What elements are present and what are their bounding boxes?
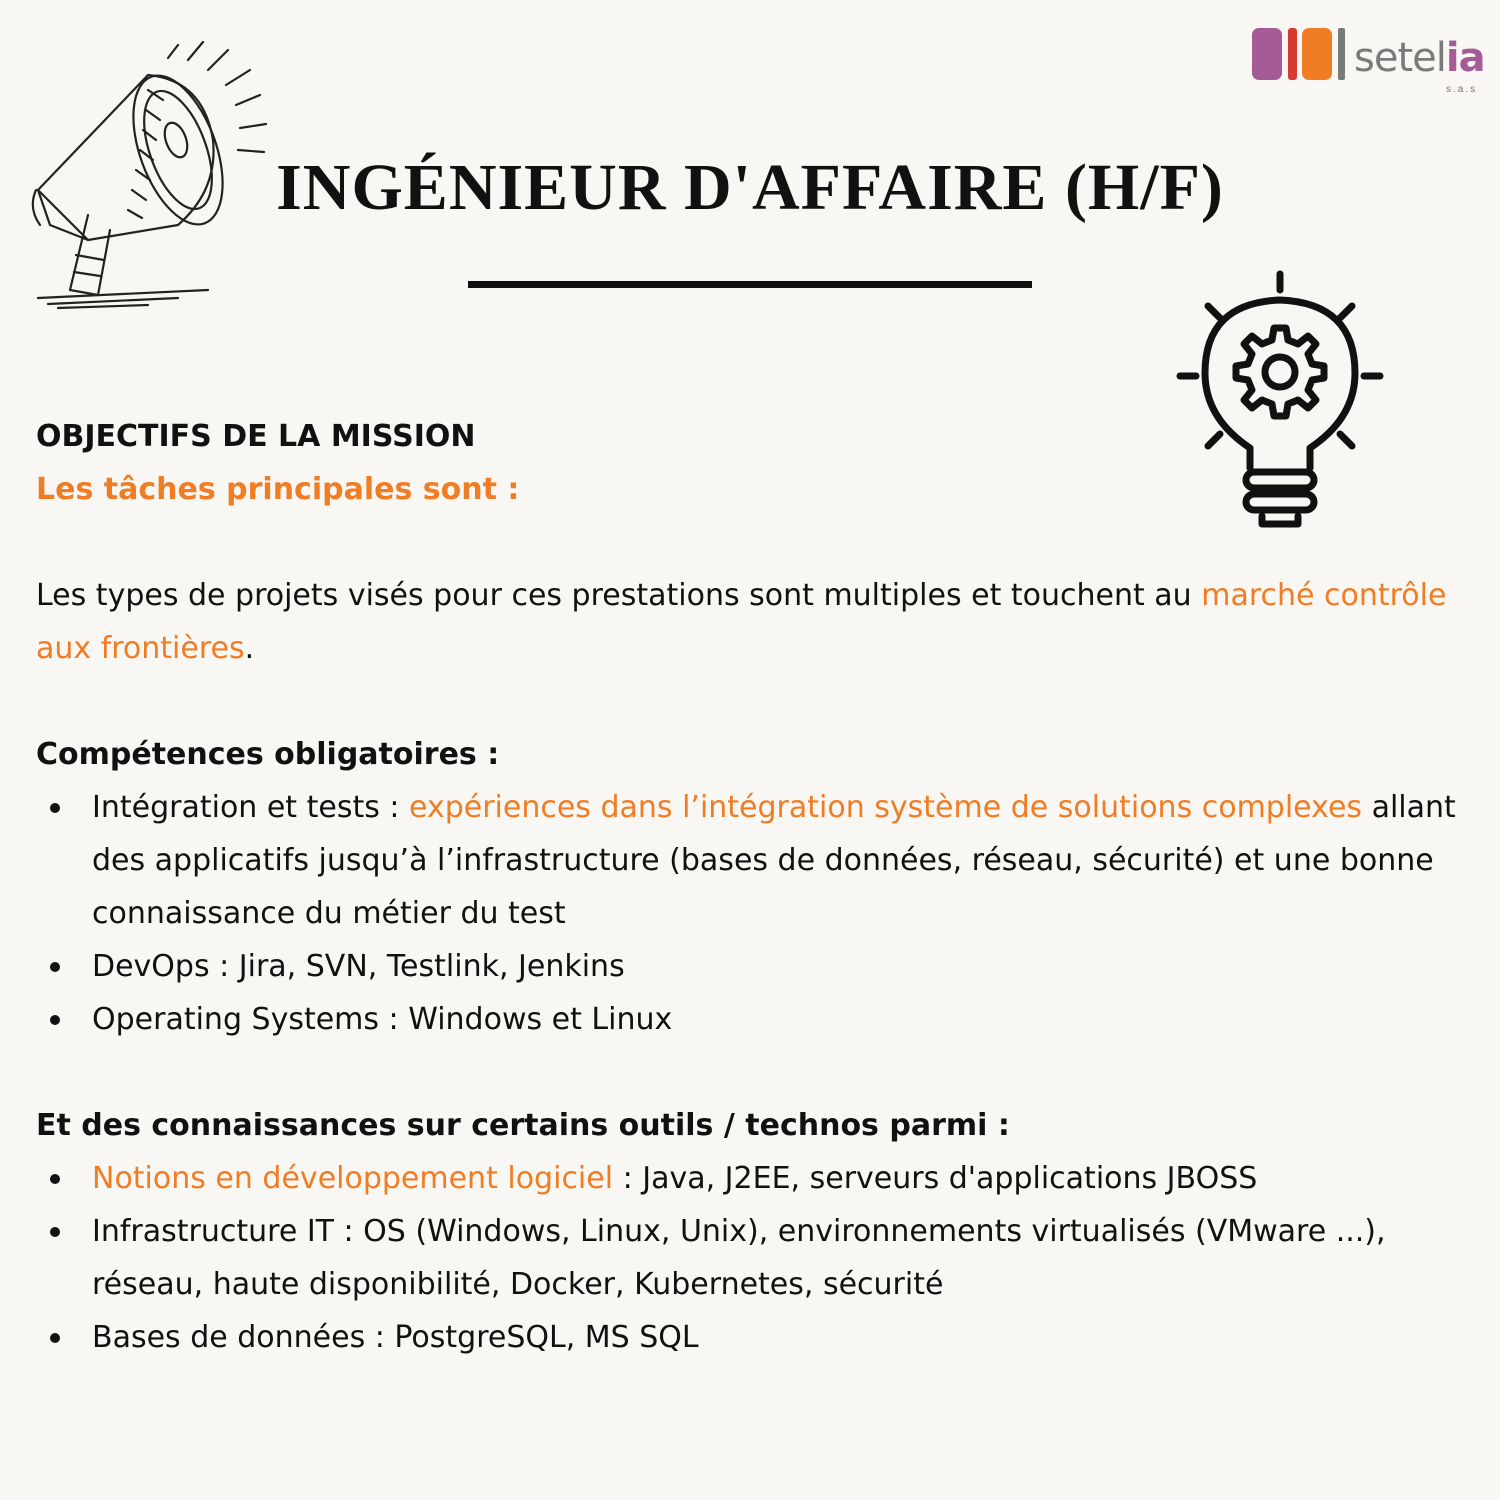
mission-subheading: Les tâches principales sont : xyxy=(36,472,520,507)
connaissances-list xyxy=(36,1152,1466,1364)
content-area xyxy=(36,410,1466,1364)
setelia-logo xyxy=(1250,22,1490,102)
connaissances-heading: Et des connaissances sur certains outils / technos parmi : xyxy=(36,1108,1010,1143)
list-item: Notions en développement logiciel : Java, J2EE, serveurs d'applications JBOSS xyxy=(36,1152,1466,1205)
list-item: DevOps : Jira, SVN, Testlink, Jenkins xyxy=(36,940,1466,993)
competences-list xyxy=(36,781,1466,1046)
intro-highlight: marché contrôle aux frontières xyxy=(36,578,1447,666)
list-item: Infrastructure IT : OS (Windows, Linux, Unix), environnements virtualisés (VMware ...), réseau, haute disponibilité, Docker, Kubernetes, sécurité xyxy=(36,1205,1466,1311)
logo-wordmark: setelia xyxy=(1354,35,1485,81)
list-item: Operating Systems : Windows et Linux xyxy=(36,993,1466,1046)
logo-subtitle: s.a.s xyxy=(1446,84,1478,95)
title-underline xyxy=(468,281,1032,288)
logo-bars-icon xyxy=(1250,26,1360,82)
mission-heading: OBJECTIFS DE LA MISSION xyxy=(36,419,476,454)
list-item: Intégration et tests : expériences dans l’intégration système de solutions complexes allant des applicatifs jusqu’à l’infrastructure (bases de données, réseau, sécurité) et une bonne connaissance du métier du test xyxy=(36,781,1466,940)
competences-heading: Compétences obligatoires : xyxy=(36,737,500,772)
list-item: Bases de données : PostgreSQL, MS SQL xyxy=(36,1311,1466,1364)
intro-paragraph: Les types de projets visés pour ces prestations sont multiples et touchent au marché contrôle aux frontières. xyxy=(36,578,1447,666)
page-title: INGÉNIEUR D'AFFAIRE (H/F) xyxy=(276,151,1224,224)
